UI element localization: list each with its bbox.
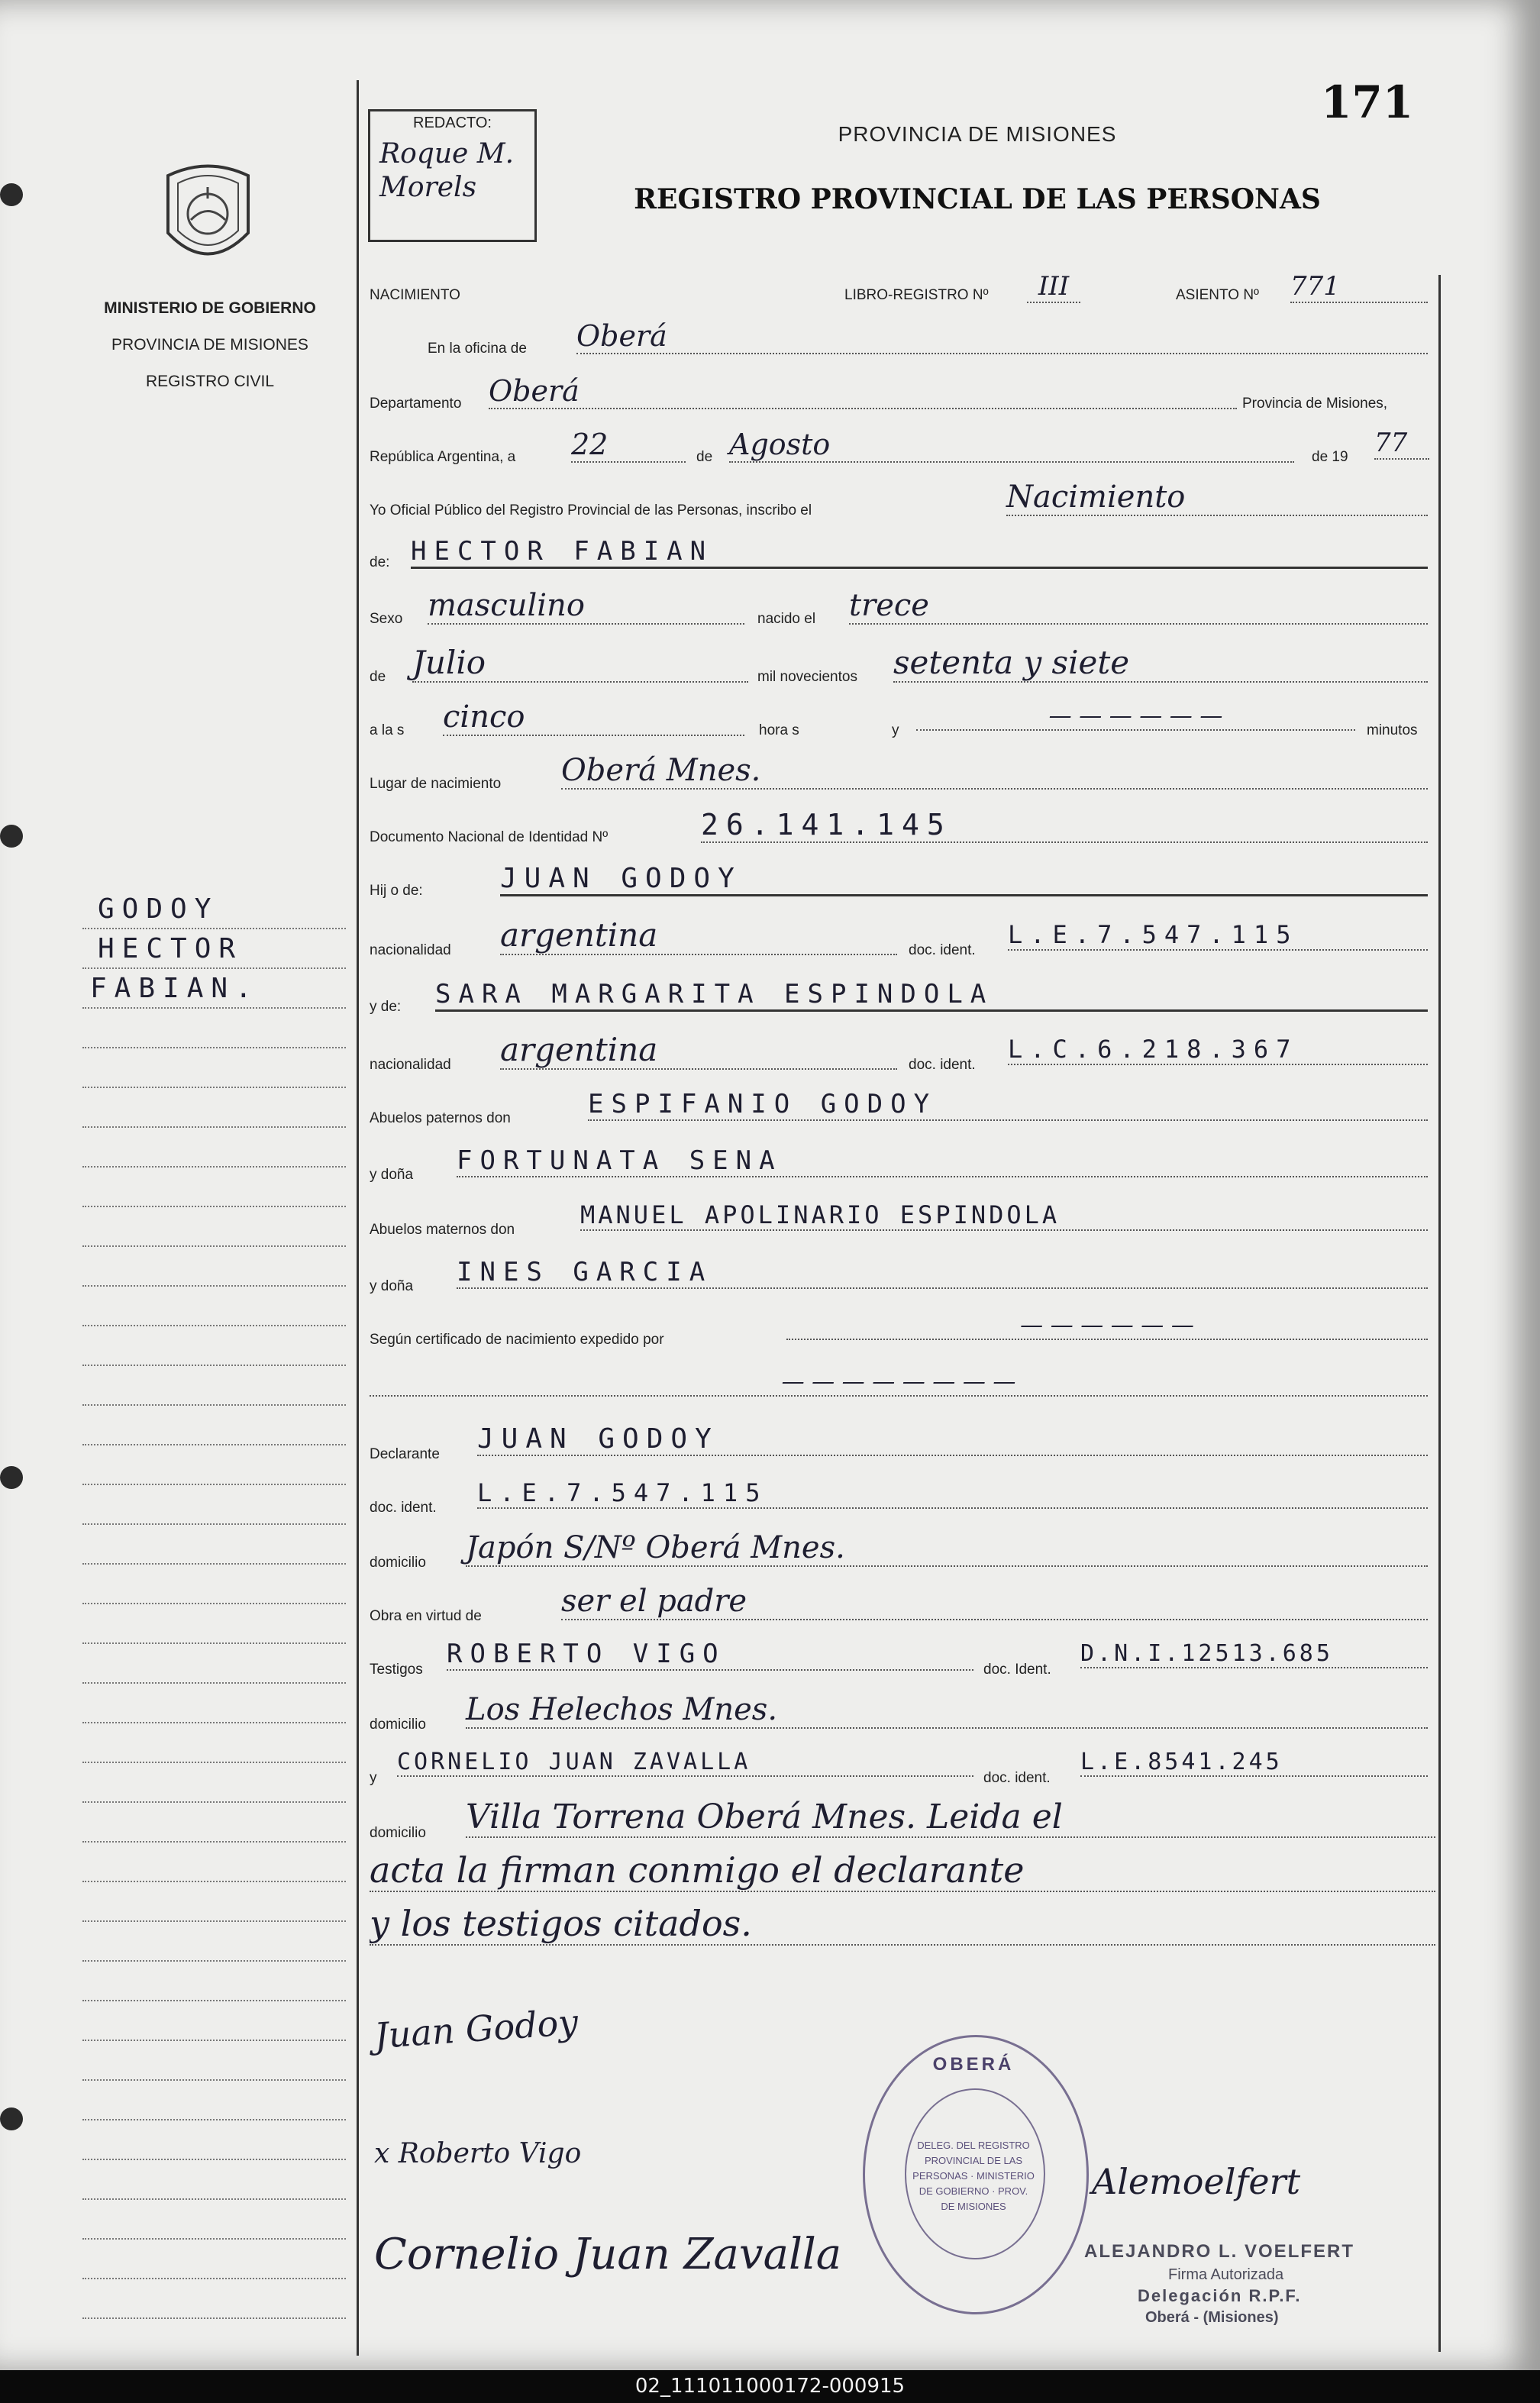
official-delegacion: Delegación R.P.F. [1138, 2286, 1302, 2305]
inscribo-value: Nacimiento [1006, 480, 1428, 516]
redactado-box [368, 109, 537, 242]
official-firma: Firma Autorizada [1168, 2266, 1284, 2283]
de-nombre-label: de: [370, 554, 390, 570]
dom-t2-value: Villa Torrena Oberá Mnes. Leida el [466, 1797, 1435, 1838]
y-t2-label: y [370, 1770, 377, 1786]
sexo-label: Sexo [370, 611, 403, 627]
doc-t1-label: doc. Ident. [983, 1662, 1051, 1678]
de-mes-label: de [370, 669, 386, 685]
binding-hole [0, 825, 23, 848]
ministry-name: MINISTERIO DE GOBIERNO [104, 299, 316, 317]
image-id-strip: 02_111011000172-000915 [0, 2370, 1540, 2403]
anio-value: 77 [1374, 428, 1429, 460]
abuela-pat-value: FORTUNATA SENA [457, 1145, 1428, 1177]
margin-rule [82, 2159, 346, 2160]
nacido-label: nacido el [757, 611, 816, 627]
frame-right-line [1438, 275, 1441, 2352]
stamp-city: OBERÁ [932, 2054, 1015, 2075]
margin-rule [82, 1881, 346, 1882]
doc-t1-value: D.N.I.12513.685 [1080, 1640, 1428, 1668]
obra-value: ser el padre [561, 1584, 1428, 1620]
binding-hole [0, 183, 23, 206]
signature-testigo2: Cornelio Juan Zavalla [374, 2230, 842, 2279]
margin-rule [82, 1920, 346, 1922]
abuelos-mat-label: Abuelos maternos don [370, 1222, 515, 1238]
margin-rule [82, 1245, 346, 1247]
nac-madre-label: nacionalidad [370, 1057, 451, 1073]
page-number: 171 [1321, 76, 1414, 128]
stamp-ring-text: DELEG. DEL REGISTRO PROVINCIAL DE LAS PERSONAS · MINISTERIO DE GOBIERNO · PROV. DE MISIONES [912, 2140, 1035, 2212]
registry-heading: REGISTRO PROVINCIAL DE LAS PERSONAS [634, 183, 1321, 215]
doc-t2-value: L.E.8541.245 [1080, 1749, 1428, 1777]
certificado-label: Según certificado de nacimiento expedido por [370, 1332, 664, 1348]
lugar-value: Oberá Mnes. [561, 753, 1428, 790]
mes-nac-value: Julio [412, 644, 748, 683]
nac-padre-value: argentina [500, 916, 897, 955]
margin-surname: GODOY [98, 893, 219, 925]
y-label: y [892, 722, 899, 738]
declarante-value: JUAN GODOY [477, 1423, 1428, 1456]
oficina-label: En la oficina de [428, 341, 527, 357]
provincia-suffix: Provincia de Misiones, [1242, 396, 1388, 412]
margin-name2: FABIAN. [90, 973, 260, 1004]
margin-rule [82, 1126, 346, 1128]
padre-value: JUAN GODOY [500, 863, 1428, 896]
libro-label: LIBRO-REGISTRO Nº [844, 287, 989, 303]
margin-rule [82, 1206, 346, 1207]
ministry-province: PROVINCIA DE MISIONES [111, 336, 308, 354]
margin-name: HECTOR [98, 933, 244, 964]
departamento-label: Departamento [370, 396, 462, 412]
doc-decl-label: doc. ident. [370, 1500, 437, 1516]
dni-label: Documento Nacional de Identidad Nº [370, 829, 609, 845]
dona-pat-label: y doña [370, 1167, 414, 1183]
dom-t1-value: Los Helechos Mnes. [466, 1692, 1428, 1729]
margin-rule [82, 2278, 346, 2279]
margin-rule [82, 967, 346, 969]
misiones-seal-icon [157, 160, 260, 279]
province-heading: PROVINCIA DE MISIONES [838, 122, 1117, 146]
dia-value: 22 [571, 428, 686, 463]
signature-testigo1: x Roberto Vigo [374, 2138, 582, 2169]
minutos-label: minutos [1367, 722, 1418, 738]
margin-rule [82, 1722, 346, 1723]
abuelo-pat-value: ESPIFANIO GODOY [588, 1089, 1428, 1121]
official-name: ALEJANDRO L. VOELFERT [1084, 2241, 1355, 2262]
margin-rule [82, 1762, 346, 1763]
doc-madre-label: doc. ident. [909, 1057, 976, 1073]
signature-declarante: Juan Godoy [373, 2001, 580, 2057]
ministry-civil: REGISTRO CIVIL [145, 373, 275, 390]
margin-rule [82, 1563, 346, 1565]
margin-rule [82, 1087, 346, 1088]
testigos-label: Testigos [370, 1662, 423, 1678]
continuation-line-1: acta la firman conmigo el declarante [370, 1849, 1435, 1892]
dom-t1-label: domicilio [370, 1717, 426, 1733]
continuation-line-2: y los testigos citados. [370, 1903, 1435, 1946]
margin-rule [82, 1523, 346, 1525]
certificado-value: — — — — — — [786, 1312, 1428, 1340]
hora-value: cinco [443, 699, 744, 736]
abuelos-pat-label: Abuelos paternos don [370, 1110, 511, 1126]
binding-hole [0, 1466, 23, 1489]
redactado-value: Roque M. Morels [379, 138, 515, 203]
anio-label: de 19 [1312, 449, 1348, 465]
doc-padre-value: L.E.7.547.115 [1008, 920, 1428, 951]
hora-label: hora s [759, 722, 799, 738]
mil-label: mil novecientos [757, 669, 857, 685]
margin-rule [82, 928, 346, 929]
doc-decl-value: L.E.7.547.115 [477, 1478, 1428, 1509]
libro-value: III [1027, 271, 1080, 303]
margin-rule [82, 1325, 346, 1326]
sexo-value: masculino [428, 588, 744, 625]
margin-rule [82, 1642, 346, 1644]
republica-label: República Argentina, a [370, 449, 516, 465]
margin-rule [82, 2000, 346, 2001]
margin-rule [82, 1603, 346, 1604]
margin-rule [82, 1404, 346, 1406]
nombre-value: HECTOR FABIAN [411, 536, 1428, 569]
testigo2-value: CORNELIO JUAN ZAVALLA [397, 1749, 973, 1777]
mes-value: Agosto [729, 428, 1294, 463]
frame-left-line [357, 80, 359, 2356]
margin-rule [82, 2238, 346, 2240]
certificado-value2: — — — — — — — — [370, 1368, 1428, 1397]
yo-oficial-label: Yo Oficial Público del Registro Provincial de las Personas, inscribo el [370, 502, 812, 518]
doc-padre-label: doc. ident. [909, 942, 976, 958]
signature-official: Alemoelfert [1092, 2161, 1301, 2202]
margin-rule [82, 2040, 346, 2041]
testigo1-value: ROBERTO VIGO [447, 1639, 973, 1671]
act-type: NACIMIENTO [370, 287, 460, 303]
margin-rule [82, 1841, 346, 1843]
margin-rule [82, 1047, 346, 1048]
binding-hole [0, 2107, 23, 2130]
a-las-label: a la s [370, 722, 405, 738]
oficina-value: Oberá [576, 319, 1428, 354]
departamento-value: Oberá [489, 374, 1237, 409]
nac-madre-value: argentina [500, 1031, 897, 1070]
hijo-label: Hij o de: [370, 883, 423, 899]
margin-rule [82, 1444, 346, 1445]
y-de-label: y de: [370, 999, 402, 1015]
de-label: de [696, 449, 713, 465]
margin-rule [82, 1166, 346, 1168]
margin-rule [82, 1365, 346, 1366]
margin-rule [82, 2119, 346, 2120]
anio-nac-value: setenta y siete [893, 644, 1428, 683]
doc-madre-value: L.C.6.218.367 [1008, 1035, 1428, 1065]
margin-rule [82, 1960, 346, 1962]
asiento-label: ASIENTO Nº [1176, 287, 1259, 303]
abuela-mat-value: INES GARCIA [457, 1257, 1428, 1289]
nacido-value: trece [849, 588, 1428, 625]
declarante-label: Declarante [370, 1446, 440, 1462]
margin-rule [82, 1484, 346, 1485]
margin-rule [82, 2079, 346, 2081]
dona-mat-label: y doña [370, 1278, 414, 1294]
margin-rule [82, 1007, 346, 1009]
asiento-value: 771 [1290, 271, 1428, 303]
dni-value: 26.141.145 [701, 808, 1428, 843]
margin-rule [82, 2198, 346, 2200]
margin-rule [82, 1801, 346, 1803]
nac-padre-label: nacionalidad [370, 942, 451, 958]
madre-value: SARA MARGARITA ESPINDOLA [435, 979, 1428, 1012]
margin-rule [82, 1682, 346, 1684]
obra-label: Obra en virtud de [370, 1608, 482, 1624]
minutos-value: — — — — — — [916, 702, 1355, 731]
dom-t2-label: domicilio [370, 1825, 426, 1841]
margin-rule [82, 1285, 346, 1287]
redactado-label: REDACTO: [413, 115, 492, 131]
domicilio-label: domicilio [370, 1555, 426, 1571]
doc-t2-label: doc. ident. [983, 1770, 1051, 1786]
margin-rule [82, 2317, 346, 2319]
lugar-label: Lugar de nacimiento [370, 776, 502, 792]
official-place: Oberá - (Misiones) [1145, 2309, 1279, 2326]
domicilio-value: Japón S/Nº Oberá Mnes. [466, 1530, 1428, 1567]
abuelo-mat-value: MANUEL APOLINARIO ESPINDOLA [580, 1200, 1428, 1231]
